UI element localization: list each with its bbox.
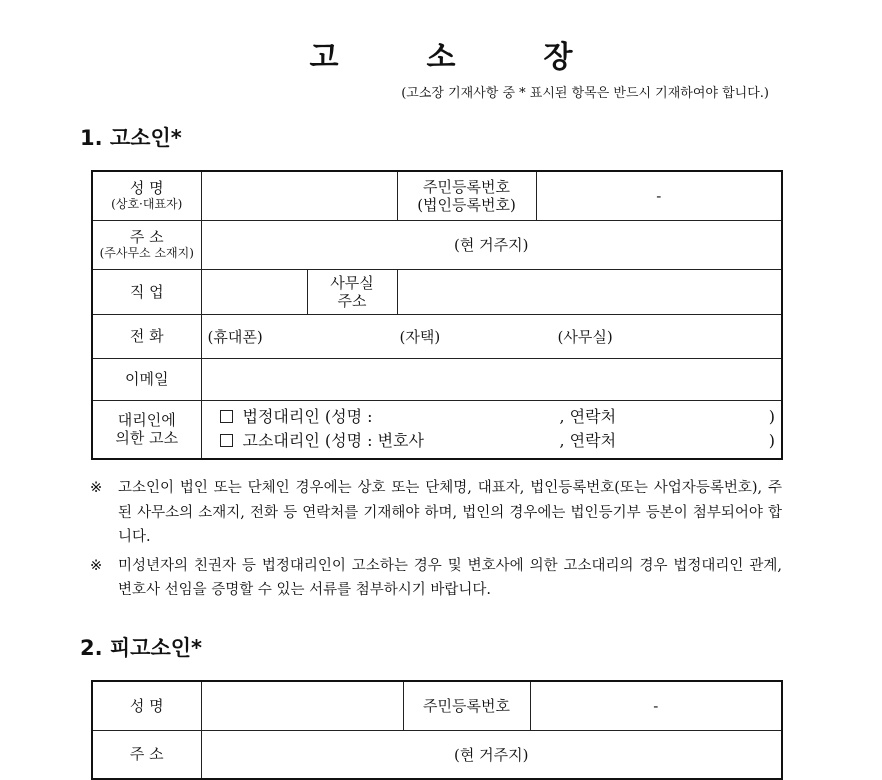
attorney-close: ) (768, 431, 776, 451)
section2-heading: 2. 피고소인* (80, 636, 203, 660)
legal-representative-contact: , 연락처 (559, 407, 617, 427)
document-title (0, 32, 882, 76)
reference-mark: ※ (90, 557, 103, 574)
complainant-table (91, 170, 783, 460)
phone-field[interactable] (201, 314, 782, 358)
notes-section (90, 476, 782, 607)
legal-representative-close: ) (768, 407, 776, 427)
required-field-note: (고소장 기재사항 중 * 표시된 항목은 반드시 기재하여야 합니다.) (401, 86, 769, 101)
email-label: 이메일 (92, 358, 201, 400)
legal-representative-row (220, 405, 776, 429)
note-text: 고소인이 법인 또는 단체인 경우에는 상호 또는 단체명, 대표자, 법인등록번호(또는 사업자등록번호), 주된 사무소의 소재지, 전화 등 연락처를 기재해야 하며, 법인의 경우에는 법인등기부 등본이 첨부되어야 합니다. (118, 480, 782, 545)
title-char-1: 고 (309, 40, 339, 75)
office-address-label: 사무실 주소 (307, 269, 397, 314)
title-char-2: 소 (426, 40, 456, 75)
phone-mobile-label: (휴대폰) (207, 327, 263, 346)
agent-label: 대리인에 의한 고소 (92, 400, 201, 459)
defendant-address-field[interactable]: (현 거주지) (201, 730, 782, 779)
note-text: 미성년자의 친권자 등 법정대리인이 고소하는 경우 및 변호사에 의한 고소대리의 경우 법정대리인 관계, 변호사 선임을 증명할 수 있는 서류를 첨부하시기 바랍니다. (118, 557, 782, 598)
email-field[interactable] (201, 358, 782, 400)
defendant-table (91, 680, 783, 780)
defendant-name-field[interactable] (201, 681, 403, 730)
job-field[interactable] (201, 269, 307, 314)
phone-office-label: (사무실) (557, 327, 613, 346)
defendant-name-label: 성 명 (92, 681, 201, 730)
section1-heading: 1. 고소인* (80, 126, 182, 150)
address-label: 주 소 (주사무소 소재지) (92, 220, 201, 269)
defendant-rrn-field[interactable]: - (530, 681, 782, 730)
phone-label: 전 화 (92, 314, 201, 358)
job-label: 직 업 (92, 269, 201, 314)
note-item (90, 476, 782, 550)
attorney-text: 고소대리인 (성명 : 변호사 (242, 431, 424, 451)
attorney-row (220, 429, 776, 453)
agent-field (201, 400, 782, 459)
rrn-field[interactable]: - (536, 171, 782, 220)
name-label: 성 명 (상호·대표자) (92, 171, 201, 220)
name-field[interactable] (201, 171, 397, 220)
office-address-field[interactable] (397, 269, 782, 314)
rrn-label: 주민등록번호 (법인등록번호) (397, 171, 536, 220)
phone-home-label: (자택) (399, 327, 441, 346)
reference-mark: ※ (90, 480, 103, 496)
attorney-contact: , 연락처 (559, 431, 617, 451)
title-char-3: 장 (543, 40, 573, 75)
legal-representative-checkbox[interactable] (220, 410, 233, 423)
defendant-address-label: 주 소 (92, 730, 201, 779)
address-field[interactable]: (현 거주지) (201, 220, 782, 269)
legal-representative-text: 법정대리인 (성명 : (242, 407, 373, 427)
attorney-checkbox[interactable] (220, 434, 233, 447)
note-item (90, 554, 782, 603)
defendant-rrn-label: 주민등록번호 (403, 681, 530, 730)
